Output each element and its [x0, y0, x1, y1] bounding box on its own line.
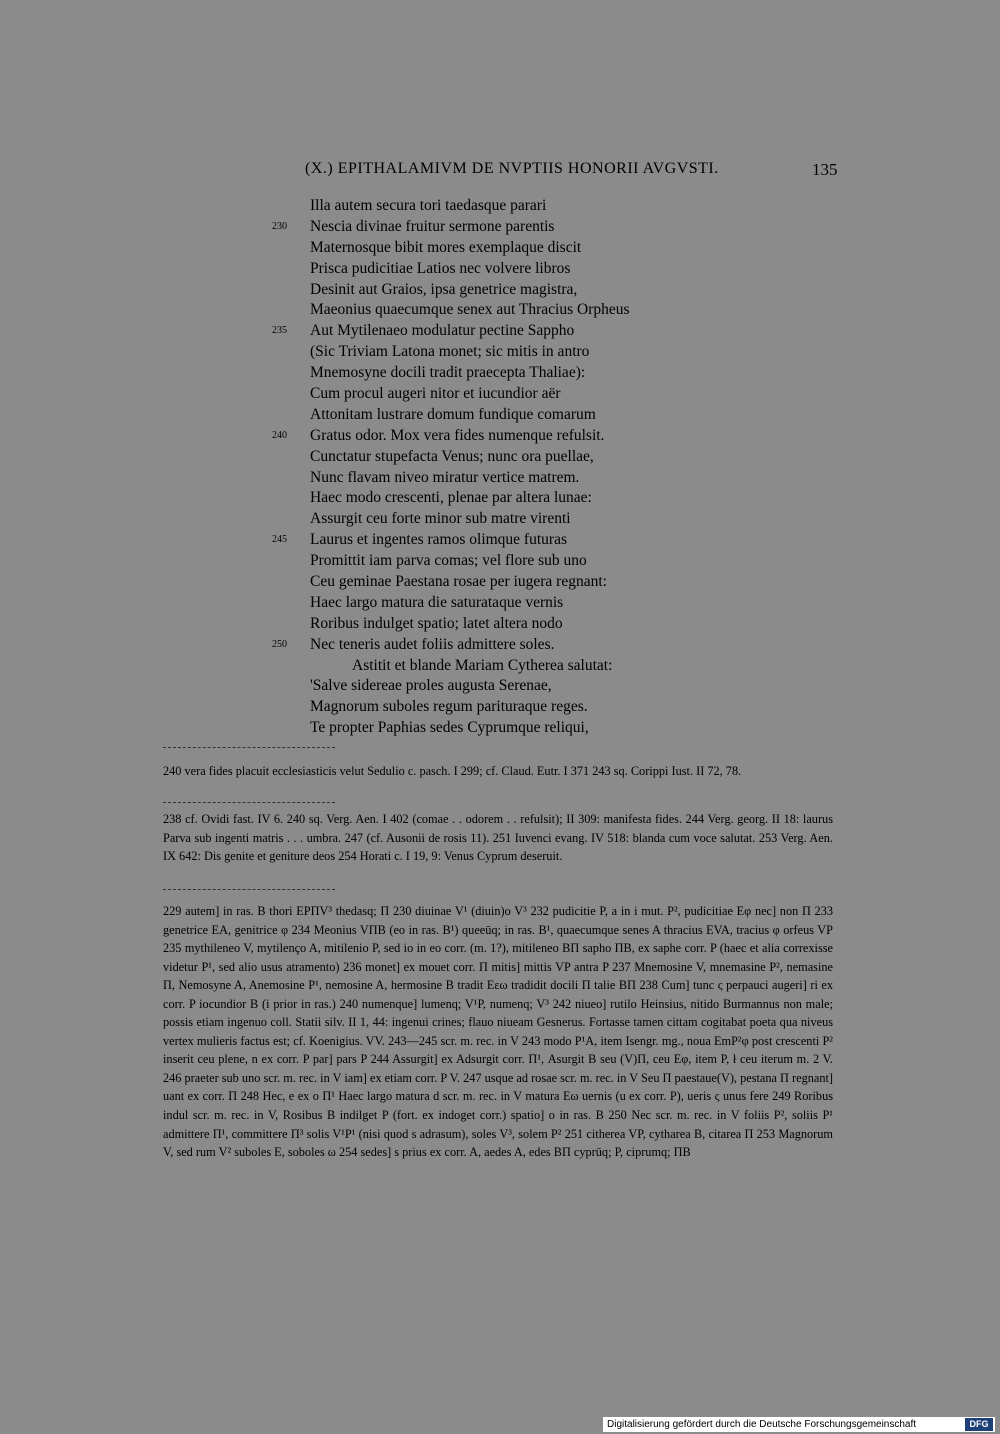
verse-text: Prisca pudicitiae Latios nec volvere libros	[310, 259, 571, 277]
verse-line	[0, 405, 1000, 426]
verse-line	[0, 718, 1000, 739]
verse-number: 230	[272, 220, 287, 232]
verse-text: Cum procul augeri nitor et iucundior aër	[310, 385, 561, 403]
verse-text: Laurus et ingentes ramos olimque futuras	[310, 531, 567, 549]
verse-line	[0, 614, 1000, 635]
verse-text: Desinit aut Graios, ipsa genetrice magistra,	[310, 280, 578, 298]
verse-line	[0, 468, 1000, 489]
verse-text: Mnemosyne docili tradit praecepta Thaliae):	[310, 364, 586, 382]
loci-notes	[163, 810, 833, 866]
verse-text: Cunctatur stupefacta Venus; nunc ora puellae,	[310, 447, 594, 465]
verse-line	[0, 635, 1000, 656]
verse-text: (Sic Triviam Latona monet; sic mitis in antro	[310, 343, 590, 361]
verse-text: Nescia divinae fruitur sermone parentis	[310, 217, 555, 235]
verse-text: Nec teneris audet foliis admittere soles.	[310, 635, 555, 653]
verse-line	[0, 572, 1000, 593]
verse-line	[0, 551, 1000, 572]
separator-line	[163, 889, 335, 890]
separator-line	[163, 747, 335, 748]
page-number: 135	[812, 160, 838, 179]
verse-text: Haec largo matura die saturataque vernis	[310, 593, 564, 611]
verse-number: 250	[272, 638, 287, 650]
verse-number: 240	[272, 429, 287, 441]
similia-notes	[163, 762, 833, 781]
verse-line	[0, 280, 1000, 301]
verse-number: 245	[272, 534, 287, 546]
verse-line	[0, 656, 1000, 677]
verse-line	[0, 217, 1000, 238]
verse-line	[0, 509, 1000, 530]
dfg-logo-icon: DFG	[965, 1418, 993, 1431]
similia-text: 240 vera fides placuit ecclesiasticis velut Sedulio c. pasch. I 299; cf. Claud. Eutr. I 371 243 sq. Corippi Iust. II 72, 78.	[163, 764, 742, 778]
verse-line	[0, 593, 1000, 614]
verse-text: Nunc flavam niveo miratur vertice matrem.	[310, 468, 580, 486]
verse-text: Astitit et blande Mariam Cytherea salutat:	[352, 656, 613, 674]
verse-line	[0, 488, 1000, 509]
verse-text: Haec modo crescenti, plenae par altera lunae:	[310, 489, 592, 507]
poem-text	[0, 196, 1000, 739]
verse-line	[0, 196, 1000, 217]
verse-line	[0, 697, 1000, 718]
verse-text: Te propter Paphias sedes Cyprumque reliqui,	[310, 719, 589, 737]
verse-text: Attonitam lustrare domum fundique comarum	[310, 405, 596, 423]
verse-line	[0, 238, 1000, 259]
verse-line	[0, 259, 1000, 280]
funding-text: Digitalisierung gefördert durch die Deutsche Forschungsgemeinschaft	[607, 1419, 917, 1430]
verse-line	[0, 530, 1000, 551]
running-title: (X.) EPITHALAMIVM DE NVPTIIS HONORII AVGVSTI.	[305, 160, 719, 177]
verse-text: Magnorum suboles regum parituraque reges.	[310, 698, 588, 716]
verse-text: Maeonius quaecumque senex aut Thracius Orpheus	[310, 301, 630, 319]
verse-line	[0, 363, 1000, 384]
verse-text: Promittit iam parva comas; vel flore sub uno	[310, 552, 587, 570]
verse-text: 'Salve sidereae proles augusta Serenae,	[310, 677, 552, 695]
page-header	[0, 160, 1000, 184]
separator-line	[163, 802, 335, 803]
verse-line	[0, 447, 1000, 468]
loci-text: 238 cf. Ovidi fast. IV 6. 240 sq. Verg. Aen. I 402 (comae . . odorem . . refulsit); II 309: manifesta fides. 244 Verg. georg. II 18: laurus Parva sub ingenti matris . . . umbra. 247 (cf. Ausonii de rosis 11). 251 Iuvenci evang. IV 518: blanda cum voce salutat. 253 Verg. Aen. IX 642: Dis genite et geniture deos 254 Horati c. I 19, 9: Venus Cyprum deseruit.	[163, 812, 833, 864]
verse-number: 235	[272, 325, 287, 337]
verse-text: Assurgit ceu forte minor sub matre virenti	[310, 510, 571, 528]
verse-line	[0, 300, 1000, 321]
verse-text: Gratus odor. Mox vera fides numenque refulsit.	[310, 426, 605, 444]
funding-footer	[603, 1417, 995, 1432]
verse-line	[0, 676, 1000, 697]
verse-text: Maternosque bibit mores exemplaque discit	[310, 238, 582, 256]
verse-line	[0, 426, 1000, 447]
verse-line	[0, 321, 1000, 342]
verse-line	[0, 384, 1000, 405]
verse-line	[0, 342, 1000, 363]
verse-text: Illa autem secura tori taedasque parari	[310, 197, 547, 214]
verse-text: Roribus indulget spatio; latet altera nodo	[310, 614, 563, 632]
verse-text: Aut Mytilenaeo modulatur pectine Sappho	[310, 322, 575, 340]
critical-apparatus	[163, 902, 833, 1162]
verse-text: Ceu geminae Paestana rosae per iugera regnant:	[310, 573, 607, 591]
apparatus-text: 229 autem] in ras. B thori EPΠV³ thedasq; Π 230 diuinae V¹ (diuin)o V³ 232 pudicitie P, a in i mut. P², pudicitiae Eφ nec] non Π 233 genetrice EA, genitrice φ 234 Meonius VΠB (eo in ras. B¹) queeūq; in ras. B¹, quaecumque senes A thracius EVA, tracius φ orfeus VP 235 mythileneo V, mytilenço A, mitilenio P, sed io in eo corr. (m. 1?), mitileneo BΠ sapho ΠB, ex saphe corr. P (haec et alia correxisse videtur P¹, sed alio usus atramento) 236 monet] ex mouet corr. Π mitis] mittis VP antra P 237 Mnemosine V, mnemasine P², nemasine Π, Nemosyne A, Anemosine P¹, nemosine A, hermosine B tradit Eεω tradidit docili Π talie BΠ 238 Cum] tunc ς perpauci augeri] ri ex corr. P iocundior B (i prior in ras.) 240 numenque] lumenq; V¹P, numenq; V³ 242 niueo] rutilo Heinsius, nitido Burmannus non male; possis etiam ingenuo coll. Statii silv. II 1, 44: ingenui crines; flauo niueam Gesnerus. Fortasse tamen cittam cogitabat poeta qua niveus vertex mulieris factus est; cf. Koenigius. VV. 243—245 scr. m. rec. in V 243 modo P¹A, item Isengr. mg., noua EmP²φ post crescenti P² inserit ceu plene, n ex corr. P par] pars P 244 Assurgit] ex Adsurgit corr. Π¹, Asurgit B seu (V)Π, ceu Eφ, item P, ł ceu iterum m. 2 V. 246 praeter sub uno scr. m. rec. in V iam] ex etiam corr. P V. 247 usque ad rosae scr. m. rec. in V Seu Π paestaue(V), pestana Π regnant] uant ex corr. Π 248 Hec, e ex o Π¹ Haec largo matura d scr. m. rec. in V matura Eω uernis (u ex corr. P), ueris ς unus fere 249 Roribus indul scr. m. rec. in V, Rosibus B indilget P (fort. ex indoget corr.) spatio] o in ras. B 250 Nec scr. m. rec. in V foliis P², soliis P¹ admittere Π¹, committere Π³ solis V¹P¹ (nisi quod s adrasum), soles V³, solem P² 251 citherea VP, cytharea B, citarea Π 253 Magnorum V, sed rum V² suboles E, soboles ω 254 sedes] s prius ex corr. A, aedes A, edes BΠ cyprūq; P, ciprumq; ΠB	[163, 904, 833, 1160]
